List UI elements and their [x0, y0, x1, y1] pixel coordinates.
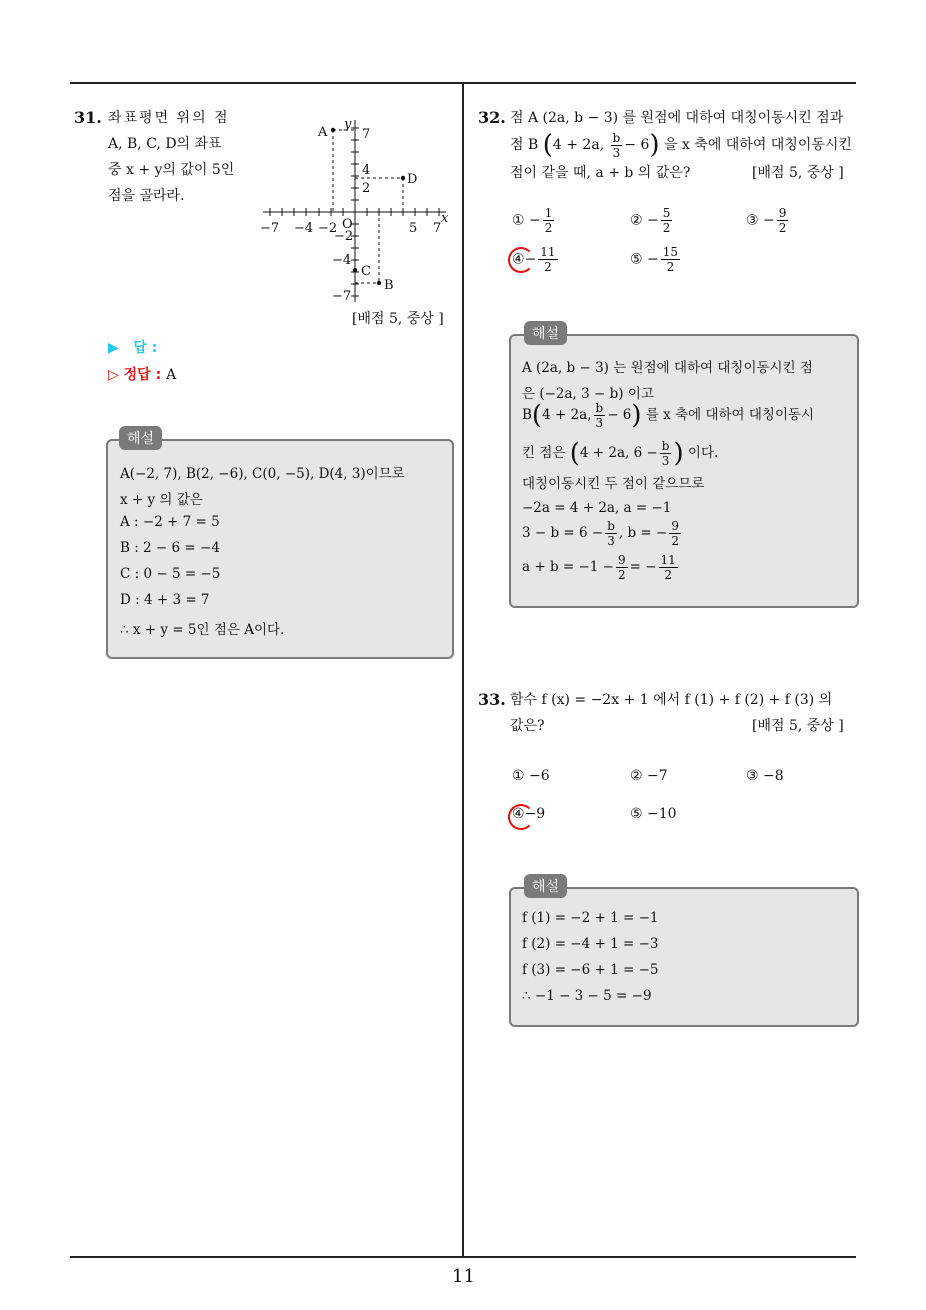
svg-text:7: 7 [362, 127, 371, 142]
svg-text:B: B [384, 278, 394, 293]
q31-number: 31. [74, 108, 102, 127]
q31-line3: 중 x + y의 값이 5인 [108, 162, 235, 178]
q33-solution-box [509, 887, 859, 1027]
q33-number: 33. [478, 690, 506, 709]
q32-solution-tag: 해설 [524, 321, 567, 345]
q32-number: 32. [478, 108, 506, 127]
q31-coordinate-graph [258, 112, 458, 312]
svg-text:C: C [361, 264, 371, 279]
q31-correct-label: 정답 : [123, 367, 162, 383]
q31-sol-line7: ∴ x + y = 5인 점은 A이다. [120, 622, 285, 638]
page-number: 11 [452, 1266, 475, 1287]
bottom-rule [70, 1256, 856, 1258]
svg-text:y: y [344, 117, 352, 132]
svg-text:−4: −4 [332, 253, 352, 268]
svg-text:A: A [318, 125, 328, 140]
hollow-arrow-icon: ▷ [108, 367, 119, 383]
q33-sol-line2: f (2) = −4 + 1 = −3 [522, 936, 659, 952]
svg-text:7: 7 [433, 221, 442, 236]
q31-sol-line3: A : −2 + 7 = 5 [120, 514, 220, 530]
q32-choice-1[interactable]: ① − $\frac{1}{2}$ [512, 206, 553, 235]
q31-line4: 점을 골라라. [108, 188, 185, 204]
q32-choice-5[interactable]: ⑤ − $\frac{15}{2}$ [630, 245, 679, 274]
q33-choice-1[interactable]: ① −6 [512, 768, 550, 784]
svg-text:−4: −4 [294, 221, 314, 236]
svg-text:−7: −7 [332, 289, 352, 304]
svg-text:−7: −7 [260, 221, 280, 236]
q33-score: [배점 5, 중상 ] [752, 718, 844, 734]
q32-sol-line1: A (2a, b − 3) 는 원점에 대하여 대칭이동시킨 점 [522, 360, 813, 376]
q31-correct-value: A [166, 367, 177, 383]
q31-line2: A, B, C, D의 좌표 [108, 136, 222, 152]
q33-choice-4[interactable]: ④−9 [512, 806, 546, 822]
q32-score: [배점 5, 중상 ] [752, 165, 844, 181]
q31-answer-row [108, 337, 157, 357]
q33-line2: 값은? [510, 718, 545, 734]
q33-sol-line1: f (1) = −2 + 1 = −1 [522, 910, 659, 926]
q32-sol-line5: 대칭이동시킨 두 점이 같으므로 [522, 476, 705, 492]
q33-choice-3[interactable]: ③ −8 [746, 768, 784, 784]
q32-sol-line2: 은 (−2a, 3 − b) 이고 [522, 386, 654, 402]
q33-choice-5[interactable]: ⑤ −10 [630, 806, 677, 822]
q33-sol-line4: ∴ −1 − 3 − 5 = −9 [522, 988, 652, 1004]
q33-sol-line3: f (3) = −6 + 1 = −5 [522, 962, 659, 978]
svg-text:x: x [441, 211, 449, 226]
svg-text:O: O [342, 217, 353, 232]
q32-line2: 점 B (4 + 2a, $\frac{b}{3}$ − 6) 을 x 축에 대하여 대칭이동시킨 [510, 130, 852, 160]
svg-text:5: 5 [409, 221, 418, 236]
q32-choice-3[interactable]: ③ − $\frac{9}{2}$ [746, 206, 787, 235]
q32-line3: 점이 같을 때, a + b 의 값은? [510, 165, 691, 181]
q31-sol-line5: C : 0 − 5 = −5 [120, 566, 221, 582]
q31-score: [배점 5, 중상 ] [352, 311, 444, 327]
column-divider [462, 82, 464, 1257]
q31-answer-label: 답 : [133, 340, 158, 356]
q31-sol-line4: B : 2 − 6 = −4 [120, 540, 220, 556]
q33-solution-tag: 해설 [524, 874, 567, 898]
q32-choice-4[interactable]: ④− $\frac{11}{2}$ [512, 245, 556, 274]
svg-text:−2: −2 [318, 221, 338, 236]
q32-sol-line4: 킨 점은 (4 + 2a, 6 − $\frac{b}{3}$ ) 이다. [522, 438, 719, 469]
q31-line1: 좌표평면 위의 점 [108, 110, 230, 126]
q32-sol-line7: 3 − b = 6 − $\frac{b}{3}$ , b = − $\frac{9}{2}$ [522, 519, 679, 548]
svg-text:D: D [407, 172, 418, 187]
q32-line1: 점 A (2a, b − 3) 를 원점에 대하여 대칭이동시킨 점과 [510, 110, 844, 126]
q31-correct-row [108, 364, 176, 384]
q32-sol-line3: B(4 + 2a, $\frac{b}{3}$ − 6) 를 x 축에 대하여 대칭이동시 [522, 400, 815, 431]
q32-sol-line8: a + b = −1 − $\frac{9}{2}$ = − $\frac{11}{2}$ [522, 553, 676, 582]
svg-text:2: 2 [362, 181, 371, 196]
q33-line1: 함수 f (x) = −2x + 1 에서 f (1) + f (2) + f (3) 의 [510, 692, 833, 708]
q31-sol-line6: D : 4 + 3 = 7 [120, 592, 210, 608]
q31-solution-tag: 해설 [119, 426, 162, 450]
q33-choice-2[interactable]: ② −7 [630, 768, 668, 784]
q31-sol-line2: x + y 의 값은 [120, 492, 203, 508]
svg-text:−2: −2 [334, 229, 354, 244]
q31-sol-line1: A(−2, 7), B(2, −6), C(0, −5), D(4, 3)이므로 [120, 466, 405, 482]
q32-sol-line6: −2a = 4 + 2a, a = −1 [522, 500, 672, 516]
q32-choice-2[interactable]: ② − $\frac{5}{2}$ [630, 206, 671, 235]
play-arrow-icon: ▶ [108, 340, 119, 356]
svg-text:4: 4 [362, 163, 371, 178]
